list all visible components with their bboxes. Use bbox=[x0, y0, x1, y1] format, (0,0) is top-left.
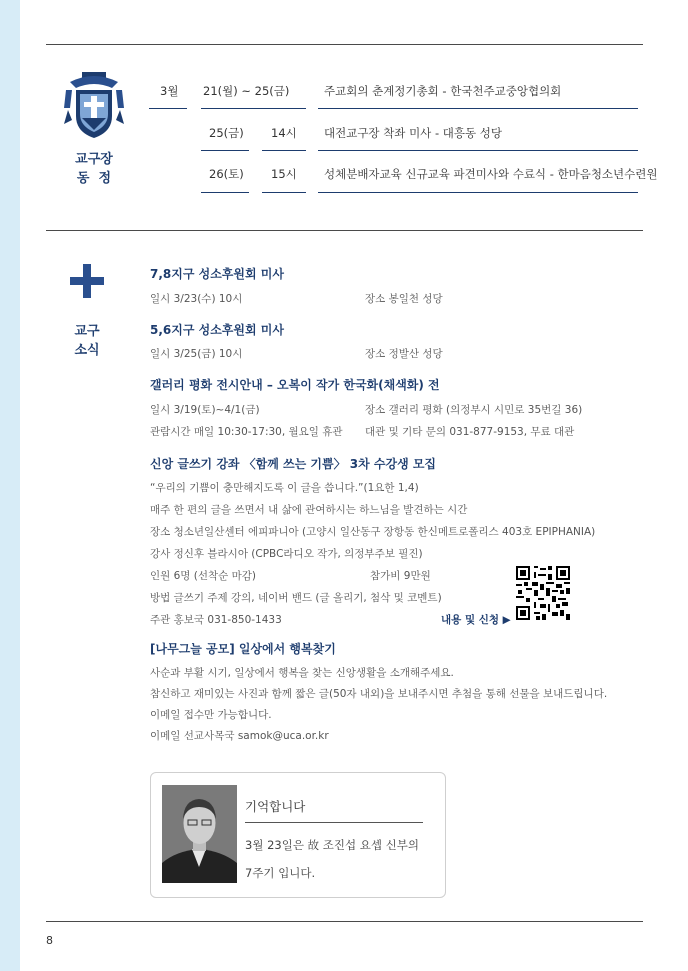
apply-link[interactable]: 내용 및 신청 ▶ bbox=[441, 614, 511, 626]
left-color-strip bbox=[0, 0, 20, 971]
writing-place: 장소 청소년일산센터 에피파니아 (고양시 일산동구 장항동 한신메트로폴리스 403호 EPIPHANIA) bbox=[150, 526, 596, 538]
row-3-date-underline bbox=[201, 192, 249, 193]
schedule-row-1-date: 21(월) ~ 25(금) bbox=[203, 84, 290, 98]
schedule-label-line1: 교구장 bbox=[75, 152, 113, 167]
news-label-line1: 교구 bbox=[74, 324, 100, 339]
news-item-1-title: 7,8지구 성소후원회 미사 bbox=[150, 267, 284, 281]
schedule-row-2-event: 대전교구장 착좌 미사 - 대흥동 성당 bbox=[324, 126, 502, 140]
writing-host: 주관 홍보국 031-850-1433 bbox=[150, 614, 282, 626]
writing-quote: “우리의 기쁨이 충만해지도록 이 글을 씁니다.”(1요한 1,4) bbox=[150, 482, 419, 494]
news-item-1-place: 장소 봉일천 성당 bbox=[365, 293, 443, 305]
bottom-divider bbox=[46, 921, 643, 922]
schedule-row-2-time: 14시 bbox=[271, 126, 297, 140]
contest-line-3: 이메일 접수만 가능합니다. bbox=[150, 709, 272, 721]
news-section-label bbox=[62, 322, 112, 360]
plus-cross-icon bbox=[70, 264, 104, 298]
schedule-row-3-event: 성체분배자교육 신규교육 파견미사와 수료식 - 한마음청소년수련원 bbox=[324, 167, 658, 181]
writing-fee: 참가비 9만원 bbox=[370, 570, 431, 582]
memorial-line-2: 7주기 입니다. bbox=[245, 866, 316, 880]
writing-description: 매주 한 편의 글을 쓰면서 내 삶에 관여하시는 하느님을 발견하는 시간 bbox=[150, 504, 468, 516]
news-item-3-rental: 대관 및 기타 문의 031-877-9153, 무료 대관 bbox=[365, 426, 575, 438]
row-1-event-underline bbox=[318, 108, 638, 109]
row-2-time-underline bbox=[262, 150, 306, 151]
news-item-3-hours: 관람시간 매일 10:30-17:30, 월요일 휴관 bbox=[150, 426, 343, 438]
month-underline bbox=[149, 108, 187, 109]
writing-lecturer: 강사 정신후 블라시아 (CPBC라디오 작가, 의정부주보 필진) bbox=[150, 548, 423, 560]
memorial-title: 기억합니다 bbox=[245, 799, 306, 814]
row-2-event-underline bbox=[318, 150, 638, 151]
row-3-time-underline bbox=[262, 192, 306, 193]
contest-line-1: 사순과 부활 시기, 일상에서 행복을 찾는 신앙생활을 소개해주세요. bbox=[150, 667, 454, 679]
schedule-label-line2: 동 정 bbox=[76, 171, 112, 186]
news-label-line2: 소식 bbox=[74, 343, 100, 358]
page-number: 8 bbox=[46, 934, 53, 947]
news-item-2-place: 장소 정발산 성당 bbox=[365, 348, 443, 360]
contest-line-2: 참신하고 재미있는 사진과 함께 짧은 글(50자 내외)을 보내주시면 추첨을 통해 선물을 보내드립니다. bbox=[150, 688, 608, 700]
schedule-row-3-date: 26(토) bbox=[209, 167, 244, 181]
news-item-1-date: 일시 3/23(수) 10시 bbox=[150, 293, 243, 305]
row-3-event-underline bbox=[318, 192, 638, 193]
bishop-coat-of-arms-icon bbox=[62, 68, 126, 142]
news-item-3-title: 갤러리 평화 전시안내 – 오복이 작가 한국화(채색화) 전 bbox=[150, 378, 440, 392]
writing-course-title: 신앙 글쓰기 강좌 〈함께 쓰는 기쁨〉 3차 수강생 모집 bbox=[150, 457, 437, 471]
news-item-3-date: 일시 3/19(토)~4/1(금) bbox=[150, 404, 260, 416]
writing-people: 인원 6명 (선착순 마감) bbox=[150, 570, 257, 582]
row-2-date-underline bbox=[201, 150, 249, 151]
contest-title: [나무그늘 공모] 일상에서 행복찾기 bbox=[150, 642, 336, 656]
priest-portrait-photo bbox=[162, 785, 237, 883]
qr-code-icon[interactable] bbox=[516, 566, 570, 620]
middle-divider bbox=[46, 230, 643, 231]
news-item-2-date: 일시 3/25(금) 10시 bbox=[150, 348, 243, 360]
memorial-title-underline bbox=[245, 822, 423, 823]
top-divider bbox=[46, 44, 643, 45]
schedule-section-label bbox=[62, 150, 126, 188]
row-1-date-underline bbox=[201, 108, 306, 109]
news-item-2-title: 5,6지구 성소후원회 미사 bbox=[150, 323, 284, 337]
writing-method: 방법 글쓰기 주제 강의, 네이버 밴드 (글 올리기, 첨삭 및 코멘트) bbox=[150, 592, 442, 604]
contest-line-4: 이메일 선교사목국 samok@uca.or.kr bbox=[150, 730, 329, 742]
memorial-line-1: 3월 23일은 故 조진섭 요셉 신부의 bbox=[245, 838, 419, 852]
schedule-row-2-date: 25(금) bbox=[209, 126, 244, 140]
schedule-row-3-time: 15시 bbox=[271, 167, 297, 181]
schedule-row-1-event: 주교회의 춘계정기총회 - 한국천주교중앙협의회 bbox=[324, 84, 562, 98]
schedule-month: 3월 bbox=[160, 84, 179, 98]
news-item-3-place: 장소 갤러리 평화 (의정부시 시민로 35번길 36) bbox=[365, 404, 583, 416]
